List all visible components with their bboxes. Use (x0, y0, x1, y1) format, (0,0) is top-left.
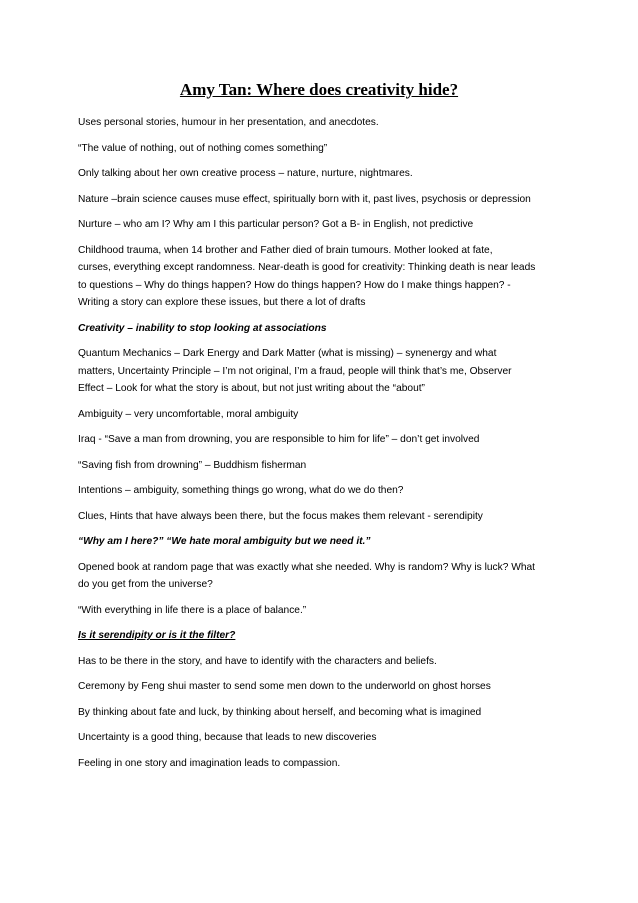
paragraph-line: Ceremony by Feng shui master to send some men down to the underworld on ghost horses (78, 681, 491, 692)
paragraph (78, 482, 568, 500)
paragraph (78, 216, 568, 234)
paragraph-line: Nurture – who am I? Why am I this particular person? Got a B- in English, not predictive (78, 219, 474, 230)
paragraph-line: By thinking about fate and luck, by thinking about herself, and becoming what is imagined (78, 706, 482, 718)
paragraph (78, 140, 568, 158)
paragraph-line: Childhood trauma, when 14 brother and Father died of brain tumours. Mother looked at fate, (78, 244, 493, 256)
paragraph (78, 729, 568, 747)
paragraph-line: “Saving fish from drowning” – Buddhism fisherman (78, 459, 307, 471)
paragraph-line: matters, Uncertainty Principle – I’m not original, I’m a fraud, people will think that’s me, Observer (78, 365, 512, 377)
paragraph (78, 457, 568, 475)
paragraph-line: Only talking about her own creative process – nature, nurture, nightmares. (78, 168, 413, 179)
paragraph (78, 191, 568, 209)
paragraph (78, 114, 568, 132)
paragraph (78, 533, 568, 551)
paragraph (78, 320, 568, 338)
paragraph-line: “The value of nothing, out of nothing comes something” (78, 142, 328, 154)
paragraph-line: Ambiguity – very uncomfortable, moral ambiguity (78, 408, 299, 420)
paragraph-line: Opened book at random page that was exactly what she needed. Why is random? Why is luck? What (78, 561, 535, 573)
paragraph-line: Iraq - “Save a man from drowning, you are responsible to him for life” – don’t get involved (78, 434, 480, 445)
paragraph-line: “Why am I here?” “We hate moral ambiguity but we need it.” (78, 536, 371, 547)
paragraph-line: Writing a story can explore these issues, but there a lot of drafts (78, 297, 366, 308)
paragraph-line: Effect – Look for what the story is about, but not just writing about the “about” (78, 383, 425, 394)
paragraph (78, 345, 568, 398)
paragraph-line: to questions – Why do things happen? How do things happen? How do I make things happen? - (78, 279, 511, 291)
paragraph-line: Has to be there in the story, and have to identify with the characters and beliefs. (78, 655, 437, 667)
paragraph (78, 627, 568, 645)
paragraph-line: Feeling in one story and imagination leads to compassion. (78, 757, 341, 769)
paragraph (78, 508, 568, 526)
paragraph (78, 602, 568, 620)
document-title: Amy Tan: Where does creativity hide? (179, 80, 459, 99)
paragraph-line: Intentions – ambiguity, something things go wrong, what do we do then? (78, 485, 404, 496)
paragraph-line: Nature –brain science causes muse effect, spiritually born with it, past lives, psychosis or depression (78, 193, 531, 205)
paragraph (78, 678, 568, 696)
paragraph-line: Creativity – inability to stop looking at associations (78, 322, 327, 334)
paragraph-line: curses, everything except randomness. Near-death is good for creativity: Thinking death is near leads (78, 262, 536, 273)
paragraph (78, 559, 568, 594)
paragraph-line: do you get from the universe? (78, 579, 213, 590)
paragraph-line: Uncertainty is a good thing, because that leads to new discoveries (78, 732, 377, 743)
paragraph (78, 653, 568, 671)
paragraph (78, 755, 568, 773)
paragraph (78, 704, 568, 722)
paragraph (78, 431, 568, 449)
paragraph (78, 165, 568, 183)
paragraph (78, 242, 568, 312)
paragraph-line: Is it serendipity or is it the filter? (78, 630, 236, 641)
paragraph-line: “With everything in life there is a place of balance.” (78, 604, 307, 616)
paragraph (78, 406, 568, 424)
paragraph-line: Uses personal stories, humour in her presentation, and anecdotes. (78, 117, 379, 128)
paragraph-line: Quantum Mechanics – Dark Energy and Dark Matter (what is missing) – synenergy and what (78, 348, 497, 359)
paragraph-line: Clues, Hints that have always been there, but the focus makes them relevant - serendipity (78, 510, 483, 522)
document-body (78, 114, 568, 780)
